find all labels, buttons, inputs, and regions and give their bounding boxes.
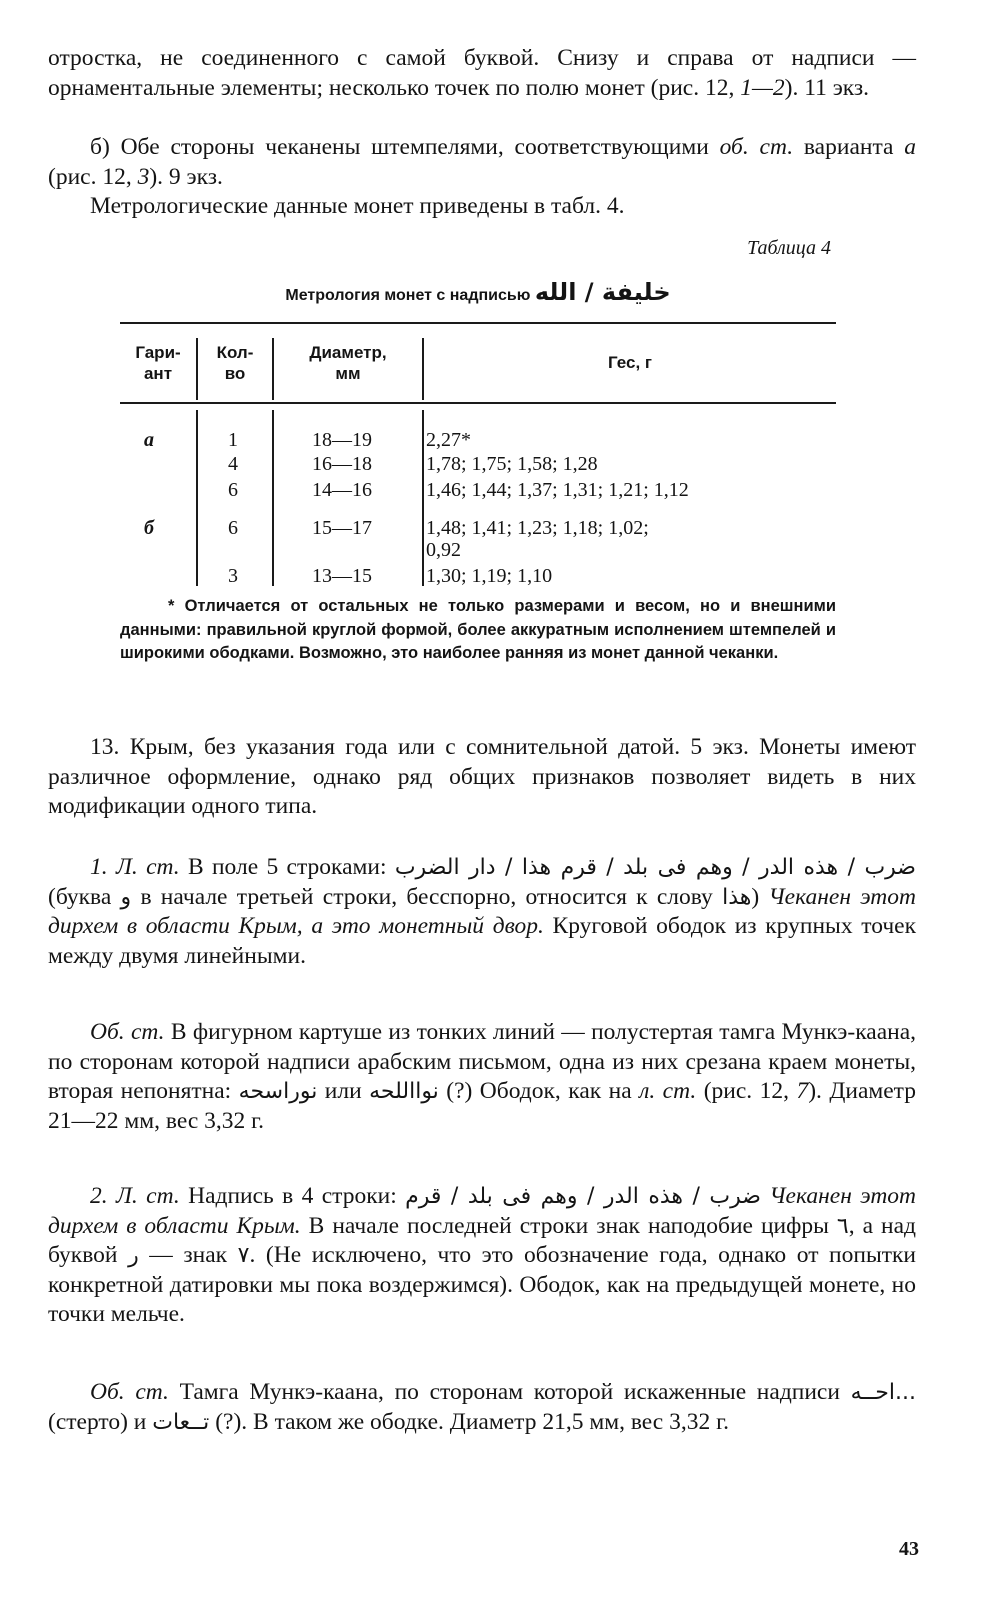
header-variant: Гари- ант [135, 343, 181, 383]
arabic-inscription: ضرب / هذه الدر / وهم فى بلد / قرم هذا / دار الضرب [394, 855, 916, 880]
metrology-table [120, 322, 836, 590]
paragraph-continuation: отростка, не соединенного с самой буквой. Снизу и справа от надписи — орнаментальные элементы; несколько точек по полю монет (рис. 12, 1—2). 11 экз. [48, 45, 916, 101]
arabic-inscription: تــعات [152, 1409, 210, 1435]
cell-diameter: 18—19 [312, 429, 372, 451]
cell-diameter: 13—15 [312, 565, 372, 587]
cell-diameter: 14—16 [312, 479, 372, 501]
cell-weight: 1,30; 1,19; 1,10 [426, 565, 553, 587]
page-number: 43 [899, 1538, 919, 1560]
cell-count: 1 [228, 429, 238, 451]
cell-weight: 1,48; 1,41; 1,23; 1,18; 1,02; [426, 517, 649, 539]
arabic-inscription: نوراسحه [238, 1079, 318, 1104]
cell-diameter: 16—18 [312, 453, 372, 475]
cell-weight: 1,78; 1,75; 1,58; 1,28 [426, 453, 598, 475]
arabic-letter: ر [128, 1243, 139, 1268]
paragraph-coin2-obverse: 2. Л. ст. Надпись в 4 строки: ضرب / هذه الدر / وهم فى بلد / قرم Чеканен этот дирхем в области Крым. В начале последней строки знак наподобие цифры ٦, а над буквой ر — знак ٧. (Не исключено, что это обозначение года, однако от попытки конкретной датировки мы пока воздержимся). Ободок, как на предыдущей монете, но точки мельче. [48, 1183, 917, 1327]
cell-diameter: 15—17 [312, 517, 372, 539]
header-diameter: Диаметр, мм [309, 343, 387, 383]
cell-count: 6 [228, 517, 238, 539]
header-count: Кол- во [216, 343, 254, 383]
arabic-digit: ٦ [836, 1213, 849, 1239]
paragraph-coin1-reverse: Об. ст. В фигурном картуше из тонких линий — полустертая тамга Мункэ-каана, по сторонам которой надписи арабским письмом, одна из них срезана краем монеты, вторая непонятна: نوراسحه или نوااللحه (?) Ободок, как на л. ст. (рис. 12, 7). Диаметр 21—22 мм, вес 3,32 г. [48, 1019, 917, 1134]
cell-count: 6 [228, 479, 238, 501]
cell-count: 4 [228, 453, 238, 475]
arabic-letter: و [120, 884, 132, 910]
arabic-inscription: ...احــه [850, 1380, 917, 1405]
arabic-inscription: نوااللحه [369, 1079, 439, 1104]
cell-weight: 2,27* [426, 429, 471, 451]
paragraph-coin2-reverse: Об. ст. Тамга Мункэ-каана, по сторонам которой искаженные надписи ...احــه (стерто) и تــعات (?). В таком же ободке. Диаметр 21,5 мм, вес 3,32 г. [48, 1379, 917, 1435]
cell-weight: 0,92 [426, 539, 461, 561]
table-label: Таблица 4 [747, 237, 831, 259]
paragraph-variant-b: б) Обе стороны чеканены штемпелями, соответствующими об. ст. варианта а (рис. 12, 3). 9 экз. [48, 134, 916, 190]
arabic-inscription: ضرب / هذه الدر / وهم فى بلد / قرم [405, 1184, 761, 1209]
cell-count: 3 [228, 565, 238, 587]
arabic-digit: ٧ [237, 1243, 250, 1268]
cell-variant: а [144, 429, 154, 451]
arabic-word: هذا [722, 884, 752, 910]
table-footnote: * Отличается от остальных не только размерами и весом, но и внешними данными: правильной круглой формой, более аккуратным исполнением штемпелей и широкими ободками. Возможно, это наиболее ранняя из монет данной чеканки. [120, 597, 836, 662]
cell-weight: 1,46; 1,44; 1,37; 1,31; 1,21; 1,12 [426, 479, 689, 501]
header-weight: Гес, г [608, 353, 652, 372]
table-title: Метрология монет с надписью خليفة / الله [285, 278, 671, 306]
paragraph-coin1-obverse: 1. Л. ст. В поле 5 строками: ضرب / هذه الدر / وهم فى بلد / قرم هذا / دار الضرب (буква و в начале третьей строки, бесспорно, относится к слову هذا) Чеканен этот дирхем в области Крым, а это монетный двор. Круговой ободок из крупных точек между двумя линейными. [48, 854, 917, 969]
cell-variant: б [144, 517, 154, 539]
table-title-arabic: خليفة / الله [534, 278, 671, 306]
paragraph-section-13: 13. Крым, без указания года или с сомнительной датой. 5 экз. Монеты имеют различное оформление, однако ряд общих признаков позволяет видеть в них модификации одного типа. [48, 734, 916, 819]
paragraph-metrology-ref: Метрологические данные монет приведены в табл. 4. [90, 193, 625, 219]
